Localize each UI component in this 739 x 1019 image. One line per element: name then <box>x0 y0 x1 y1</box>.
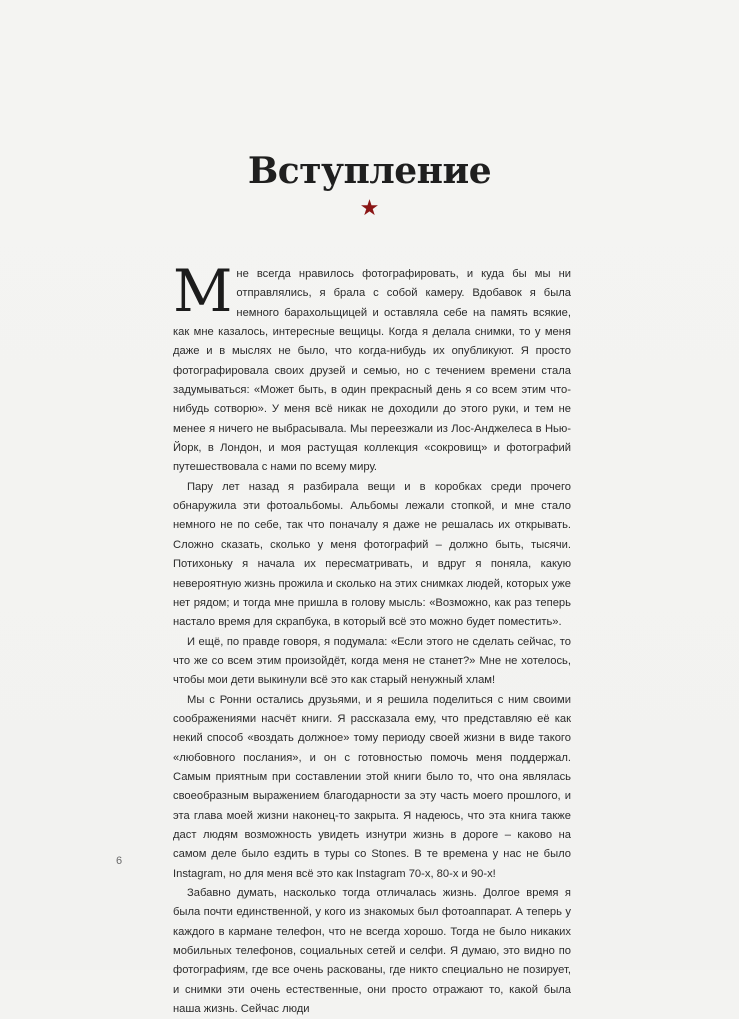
paragraph-3: И ещё, по правде говоря, я подумала: «Если этого не сделать сейчас, то что же со всем этим произойдёт, когда меня не станет?» Мне не хотелось, чтобы мои дети выкинули всё это как старый ненужный хлам! <box>173 635 571 687</box>
paragraph-4: Мы с Ронни остались друзьями, и я решила поделиться с ним своими соображениями насчёт книги. Я рассказала ему, что представляю её как некий способ «воздать должное» тому периоду своей жизни в виде такого «любовного послания», и он с готовностью помочь меня поддержал. Самым приятным при составлении этой книги было то, что она являлась своеобразным выражением благодарности за эту часть моего прошлого, и эта глава моей жизни наконец-то закрыта. Я надеюсь, что эта книга также даст людям возможность увидеть изнутри жизнь в дороге – каково на самом деле было ездить в туры со Stones. В те времена у нас не было Instagram, но для меня всё это как Instagram 70-х, 80-х и 90-х! <box>173 693 571 880</box>
chapter-body <box>173 257 571 1019</box>
star-ornament-icon: ★ <box>359 196 380 221</box>
drop-cap: М <box>173 257 233 325</box>
chapter-title: Вступление <box>247 150 492 192</box>
page-number: 6 <box>116 855 123 867</box>
paragraph-1-text: не всегда нравилось фотографировать, и куда бы мы ни отправлялись, я брала с собой камеру. Вдобавок я была немного барахольщицей и оставляла себе на память всякие, как мне казалось, интересные вещицы. Когда я делала снимки, то у меня даже и в мыслях не было, что когда-нибудь их опубликуют. Я просто фотографировала своих друзей и семью, но с течением времени стала задумываться: «Может быть, в один прекрасный день я со всем этим что-нибудь сотворю». У меня всё никак не доходили до этого руки, и тем не менее я ничего не выбрасывала. Мы переезжали из Лос-Анджелеса в Нью-Йорк, в Лондон, и моя растущая коллекция «сокровищ» и фотографий путешествовала с нами по всему миру. <box>173 268 571 474</box>
paragraph-5: Забавно думать, насколько тогда отличалась жизнь. Долгое время я была почти единственной, у кого из знакомых был фотоаппарат. А теперь у каждого в кармане телефон, что не всегда хорошо. Тогда не было никаких мобильных телефонов, социальных сетей и селфи. Я думаю, это видно по фотографиям, где все очень раскованы, где никто специально не позирует, и снимки эти очень естественные, они просто отражают то, какой была наша жизнь. Сейчас люди <box>173 887 571 1016</box>
paragraph-1 <box>173 257 571 478</box>
paragraph-2: Пару лет назад я разбирала вещи и в коробках среди прочего обнаружила эти фотоальбомы. Альбомы лежали стопкой, и мне стало немного не по себе, так что поначалу я даже не решалась их открывать. Сложно сказать, сколько у меня фотографий – должно быть, тысячи. Потихоньку я начала их пересматривать, и вдруг я поняла, какую невероятную жизнь прожила и сколько на этих снимках людей, которых уже нет рядом; и тогда мне пришла в голову мысль: «Возможно, как раз теперь настало время для скрапбука, в который всё это можно будет поместить». <box>173 480 571 629</box>
